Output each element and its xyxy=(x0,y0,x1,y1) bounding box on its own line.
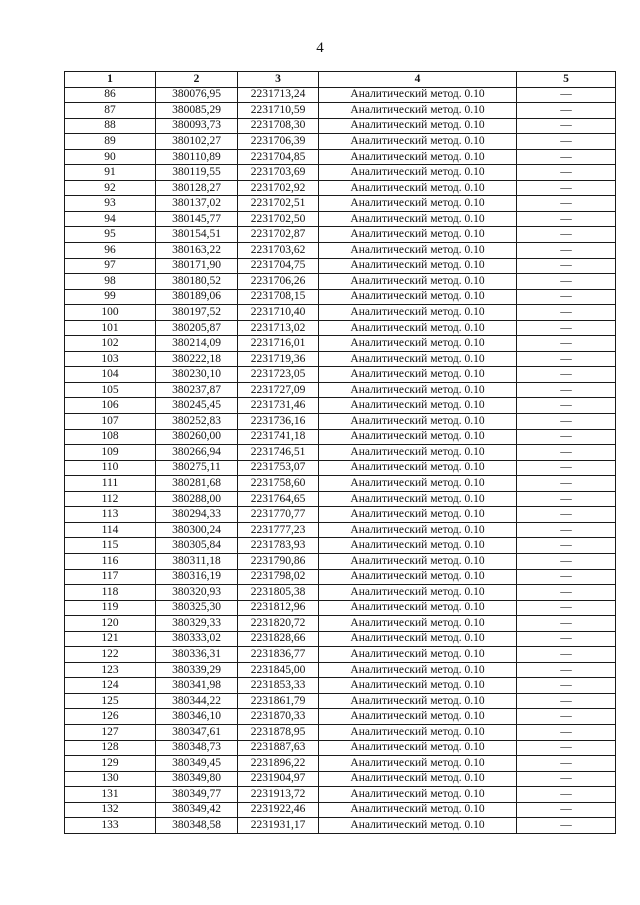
cell-note: — xyxy=(517,118,616,134)
table-row xyxy=(65,787,616,803)
table-row xyxy=(65,600,616,616)
cell-method: Аналитический метод. 0.10 xyxy=(319,600,517,616)
cell-method: Аналитический метод. 0.10 xyxy=(319,429,517,445)
cell-note: — xyxy=(517,507,616,523)
header-col-4: 4 xyxy=(319,72,517,88)
cell-method: Аналитический метод. 0.10 xyxy=(319,196,517,212)
cell-method: Аналитический метод. 0.10 xyxy=(319,818,517,834)
cell-point-number: 102 xyxy=(65,336,156,352)
cell-point-number: 132 xyxy=(65,802,156,818)
cell-note: — xyxy=(517,491,616,507)
cell-y-coordinate: 2231708,15 xyxy=(238,289,319,305)
cell-y-coordinate: 2231727,09 xyxy=(238,382,319,398)
cell-y-coordinate: 2231704,75 xyxy=(238,258,319,274)
table-row xyxy=(65,305,616,321)
cell-x-coordinate: 380341,98 xyxy=(156,678,238,694)
cell-y-coordinate: 2231713,24 xyxy=(238,87,319,103)
cell-note: — xyxy=(517,149,616,165)
cell-method: Аналитический метод. 0.10 xyxy=(319,522,517,538)
cell-point-number: 87 xyxy=(65,103,156,119)
cell-note: — xyxy=(517,709,616,725)
cell-x-coordinate: 380339,29 xyxy=(156,662,238,678)
cell-point-number: 133 xyxy=(65,818,156,834)
table-row xyxy=(65,522,616,538)
cell-note: — xyxy=(517,631,616,647)
cell-x-coordinate: 380346,10 xyxy=(156,709,238,725)
cell-y-coordinate: 2231706,26 xyxy=(238,274,319,290)
cell-point-number: 104 xyxy=(65,367,156,383)
cell-y-coordinate: 2231703,62 xyxy=(238,243,319,259)
table-row xyxy=(65,149,616,165)
cell-method: Аналитический метод. 0.10 xyxy=(319,693,517,709)
table-row xyxy=(65,818,616,834)
cell-x-coordinate: 380128,27 xyxy=(156,180,238,196)
cell-x-coordinate: 380329,33 xyxy=(156,616,238,632)
cell-note: — xyxy=(517,165,616,181)
cell-note: — xyxy=(517,476,616,492)
cell-y-coordinate: 2231716,01 xyxy=(238,336,319,352)
cell-point-number: 118 xyxy=(65,585,156,601)
table-row xyxy=(65,724,616,740)
cell-note: — xyxy=(517,429,616,445)
cell-x-coordinate: 380222,18 xyxy=(156,351,238,367)
cell-method: Аналитический метод. 0.10 xyxy=(319,414,517,430)
cell-method: Аналитический метод. 0.10 xyxy=(319,460,517,476)
cell-x-coordinate: 380347,61 xyxy=(156,724,238,740)
header-row xyxy=(65,72,616,88)
cell-y-coordinate: 2231706,39 xyxy=(238,134,319,150)
table-row xyxy=(65,631,616,647)
cell-y-coordinate: 2231836,77 xyxy=(238,647,319,663)
cell-x-coordinate: 380349,80 xyxy=(156,771,238,787)
cell-y-coordinate: 2231704,85 xyxy=(238,149,319,165)
cell-y-coordinate: 2231710,40 xyxy=(238,305,319,321)
cell-note: — xyxy=(517,134,616,150)
cell-x-coordinate: 380154,51 xyxy=(156,227,238,243)
cell-y-coordinate: 2231798,02 xyxy=(238,569,319,585)
cell-x-coordinate: 380336,31 xyxy=(156,647,238,663)
cell-x-coordinate: 380119,55 xyxy=(156,165,238,181)
cell-method: Аналитический метод. 0.10 xyxy=(319,802,517,818)
cell-x-coordinate: 380305,84 xyxy=(156,538,238,554)
table-row xyxy=(65,134,616,150)
cell-point-number: 106 xyxy=(65,398,156,414)
cell-method: Аналитический метод. 0.10 xyxy=(319,118,517,134)
cell-method: Аналитический метод. 0.10 xyxy=(319,149,517,165)
cell-y-coordinate: 2231853,33 xyxy=(238,678,319,694)
cell-point-number: 120 xyxy=(65,616,156,632)
table-row xyxy=(65,802,616,818)
cell-note: — xyxy=(517,724,616,740)
cell-method: Аналитический метод. 0.10 xyxy=(319,756,517,772)
cell-y-coordinate: 2231790,86 xyxy=(238,553,319,569)
cell-y-coordinate: 2231845,00 xyxy=(238,662,319,678)
cell-y-coordinate: 2231702,50 xyxy=(238,211,319,227)
cell-method: Аналитический метод. 0.10 xyxy=(319,553,517,569)
cell-y-coordinate: 2231710,59 xyxy=(238,103,319,119)
cell-method: Аналитический метод. 0.10 xyxy=(319,336,517,352)
cell-method: Аналитический метод. 0.10 xyxy=(319,320,517,336)
table-row xyxy=(65,414,616,430)
cell-x-coordinate: 380348,73 xyxy=(156,740,238,756)
cell-x-coordinate: 380214,09 xyxy=(156,336,238,352)
cell-x-coordinate: 380325,30 xyxy=(156,600,238,616)
cell-point-number: 108 xyxy=(65,429,156,445)
cell-method: Аналитический метод. 0.10 xyxy=(319,662,517,678)
cell-y-coordinate: 2231764,65 xyxy=(238,491,319,507)
cell-x-coordinate: 380085,29 xyxy=(156,103,238,119)
cell-x-coordinate: 380288,00 xyxy=(156,491,238,507)
cell-y-coordinate: 2231702,87 xyxy=(238,227,319,243)
cell-method: Аналитический метод. 0.10 xyxy=(319,616,517,632)
cell-method: Аналитический метод. 0.10 xyxy=(319,709,517,725)
cell-note: — xyxy=(517,756,616,772)
cell-method: Аналитический метод. 0.10 xyxy=(319,211,517,227)
table-row xyxy=(65,616,616,632)
table-row xyxy=(65,476,616,492)
cell-point-number: 117 xyxy=(65,569,156,585)
cell-y-coordinate: 2231703,69 xyxy=(238,165,319,181)
cell-note: — xyxy=(517,305,616,321)
cell-note: — xyxy=(517,569,616,585)
cell-y-coordinate: 2231777,23 xyxy=(238,522,319,538)
cell-y-coordinate: 2231861,79 xyxy=(238,693,319,709)
cell-method: Аналитический метод. 0.10 xyxy=(319,631,517,647)
cell-x-coordinate: 380145,77 xyxy=(156,211,238,227)
cell-method: Аналитический метод. 0.10 xyxy=(319,274,517,290)
cell-y-coordinate: 2231713,02 xyxy=(238,320,319,336)
cell-y-coordinate: 2231741,18 xyxy=(238,429,319,445)
cell-point-number: 125 xyxy=(65,693,156,709)
cell-y-coordinate: 2231812,96 xyxy=(238,600,319,616)
cell-method: Аналитический метод. 0.10 xyxy=(319,740,517,756)
cell-method: Аналитический метод. 0.10 xyxy=(319,289,517,305)
cell-point-number: 116 xyxy=(65,553,156,569)
cell-x-coordinate: 380237,87 xyxy=(156,382,238,398)
cell-note: — xyxy=(517,87,616,103)
page-number: 4 xyxy=(316,40,324,56)
cell-y-coordinate: 2231736,16 xyxy=(238,414,319,430)
header-col-2: 2 xyxy=(156,72,238,88)
cell-point-number: 86 xyxy=(65,87,156,103)
table-row xyxy=(65,756,616,772)
cell-method: Аналитический метод. 0.10 xyxy=(319,538,517,554)
cell-x-coordinate: 380171,90 xyxy=(156,258,238,274)
cell-x-coordinate: 380349,45 xyxy=(156,756,238,772)
cell-note: — xyxy=(517,740,616,756)
cell-y-coordinate: 2231805,38 xyxy=(238,585,319,601)
cell-point-number: 93 xyxy=(65,196,156,212)
cell-x-coordinate: 380137,02 xyxy=(156,196,238,212)
cell-y-coordinate: 2231746,51 xyxy=(238,445,319,461)
cell-point-number: 98 xyxy=(65,274,156,290)
cell-note: — xyxy=(517,103,616,119)
cell-point-number: 100 xyxy=(65,305,156,321)
cell-y-coordinate: 2231878,95 xyxy=(238,724,319,740)
cell-method: Аналитический метод. 0.10 xyxy=(319,243,517,259)
cell-point-number: 103 xyxy=(65,351,156,367)
table-row xyxy=(65,429,616,445)
cell-note: — xyxy=(517,802,616,818)
cell-y-coordinate: 2231770,77 xyxy=(238,507,319,523)
table-row xyxy=(65,538,616,554)
cell-y-coordinate: 2231922,46 xyxy=(238,802,319,818)
table-row xyxy=(65,227,616,243)
table-row xyxy=(65,211,616,227)
cell-point-number: 97 xyxy=(65,258,156,274)
cell-x-coordinate: 380245,45 xyxy=(156,398,238,414)
cell-note: — xyxy=(517,274,616,290)
cell-note: — xyxy=(517,243,616,259)
header-col-5: 5 xyxy=(517,72,616,88)
cell-method: Аналитический метод. 0.10 xyxy=(319,569,517,585)
table-row xyxy=(65,507,616,523)
cell-y-coordinate: 2231753,07 xyxy=(238,460,319,476)
cell-note: — xyxy=(517,398,616,414)
cell-point-number: 128 xyxy=(65,740,156,756)
cell-y-coordinate: 2231870,33 xyxy=(238,709,319,725)
cell-x-coordinate: 380316,19 xyxy=(156,569,238,585)
cell-x-coordinate: 380102,27 xyxy=(156,134,238,150)
coordinates-table xyxy=(64,71,616,834)
cell-y-coordinate: 2231708,30 xyxy=(238,118,319,134)
cell-y-coordinate: 2231828,66 xyxy=(238,631,319,647)
table-row xyxy=(65,569,616,585)
table-row xyxy=(65,491,616,507)
cell-x-coordinate: 380110,89 xyxy=(156,149,238,165)
cell-x-coordinate: 380349,42 xyxy=(156,802,238,818)
header-col-3: 3 xyxy=(238,72,319,88)
cell-note: — xyxy=(517,616,616,632)
cell-y-coordinate: 2231896,22 xyxy=(238,756,319,772)
cell-note: — xyxy=(517,414,616,430)
cell-note: — xyxy=(517,585,616,601)
cell-note: — xyxy=(517,211,616,227)
cell-note: — xyxy=(517,258,616,274)
cell-note: — xyxy=(517,771,616,787)
cell-point-number: 122 xyxy=(65,647,156,663)
cell-method: Аналитический метод. 0.10 xyxy=(319,771,517,787)
cell-point-number: 126 xyxy=(65,709,156,725)
table-row xyxy=(65,382,616,398)
table-row xyxy=(65,274,616,290)
cell-x-coordinate: 380205,87 xyxy=(156,320,238,336)
cell-note: — xyxy=(517,227,616,243)
cell-x-coordinate: 380320,93 xyxy=(156,585,238,601)
cell-method: Аналитический метод. 0.10 xyxy=(319,134,517,150)
table-row xyxy=(65,367,616,383)
cell-note: — xyxy=(517,196,616,212)
table-row xyxy=(65,460,616,476)
cell-x-coordinate: 380093,73 xyxy=(156,118,238,134)
cell-point-number: 121 xyxy=(65,631,156,647)
cell-note: — xyxy=(517,382,616,398)
cell-x-coordinate: 380349,77 xyxy=(156,787,238,803)
table-row xyxy=(65,678,616,694)
table-row xyxy=(65,196,616,212)
table-row xyxy=(65,740,616,756)
cell-note: — xyxy=(517,180,616,196)
cell-x-coordinate: 380180,52 xyxy=(156,274,238,290)
cell-point-number: 89 xyxy=(65,134,156,150)
cell-x-coordinate: 380281,68 xyxy=(156,476,238,492)
cell-note: — xyxy=(517,787,616,803)
cell-point-number: 88 xyxy=(65,118,156,134)
table-row xyxy=(65,585,616,601)
cell-point-number: 92 xyxy=(65,180,156,196)
cell-point-number: 96 xyxy=(65,243,156,259)
cell-x-coordinate: 380266,94 xyxy=(156,445,238,461)
cell-method: Аналитический метод. 0.10 xyxy=(319,305,517,321)
cell-method: Аналитический метод. 0.10 xyxy=(319,647,517,663)
cell-method: Аналитический метод. 0.10 xyxy=(319,398,517,414)
table-row xyxy=(65,709,616,725)
cell-x-coordinate: 380076,95 xyxy=(156,87,238,103)
cell-point-number: 112 xyxy=(65,491,156,507)
cell-method: Аналитический метод. 0.10 xyxy=(319,678,517,694)
cell-method: Аналитический метод. 0.10 xyxy=(319,351,517,367)
table-row xyxy=(65,771,616,787)
cell-method: Аналитический метод. 0.10 xyxy=(319,507,517,523)
cell-x-coordinate: 380311,18 xyxy=(156,553,238,569)
cell-method: Аналитический метод. 0.10 xyxy=(319,180,517,196)
cell-point-number: 130 xyxy=(65,771,156,787)
cell-point-number: 123 xyxy=(65,662,156,678)
cell-y-coordinate: 2231904,97 xyxy=(238,771,319,787)
cell-x-coordinate: 380344,22 xyxy=(156,693,238,709)
cell-y-coordinate: 2231820,72 xyxy=(238,616,319,632)
cell-point-number: 115 xyxy=(65,538,156,554)
cell-method: Аналитический метод. 0.10 xyxy=(319,165,517,181)
cell-point-number: 131 xyxy=(65,787,156,803)
cell-x-coordinate: 380348,58 xyxy=(156,818,238,834)
table-row xyxy=(65,336,616,352)
cell-note: — xyxy=(517,538,616,554)
cell-point-number: 94 xyxy=(65,211,156,227)
cell-note: — xyxy=(517,600,616,616)
cell-method: Аналитический метод. 0.10 xyxy=(319,724,517,740)
cell-note: — xyxy=(517,647,616,663)
cell-note: — xyxy=(517,351,616,367)
table-header xyxy=(65,72,616,88)
cell-y-coordinate: 2231702,51 xyxy=(238,196,319,212)
table-row xyxy=(65,289,616,305)
cell-note: — xyxy=(517,320,616,336)
table-row xyxy=(65,320,616,336)
cell-point-number: 105 xyxy=(65,382,156,398)
cell-point-number: 90 xyxy=(65,149,156,165)
cell-point-number: 129 xyxy=(65,756,156,772)
cell-x-coordinate: 380197,52 xyxy=(156,305,238,321)
table-row xyxy=(65,553,616,569)
cell-method: Аналитический метод. 0.10 xyxy=(319,382,517,398)
cell-note: — xyxy=(517,553,616,569)
cell-point-number: 110 xyxy=(65,460,156,476)
cell-point-number: 111 xyxy=(65,476,156,492)
table-row xyxy=(65,445,616,461)
cell-point-number: 107 xyxy=(65,414,156,430)
table-row xyxy=(65,398,616,414)
cell-method: Аналитический метод. 0.10 xyxy=(319,787,517,803)
header-col-1: 1 xyxy=(65,72,156,88)
cell-note: — xyxy=(517,522,616,538)
cell-point-number: 127 xyxy=(65,724,156,740)
cell-y-coordinate: 2231758,60 xyxy=(238,476,319,492)
table-row xyxy=(65,662,616,678)
cell-point-number: 119 xyxy=(65,600,156,616)
cell-y-coordinate: 2231723,05 xyxy=(238,367,319,383)
table-row xyxy=(65,243,616,259)
cell-note: — xyxy=(517,445,616,461)
cell-x-coordinate: 380189,06 xyxy=(156,289,238,305)
cell-point-number: 109 xyxy=(65,445,156,461)
cell-method: Аналитический метод. 0.10 xyxy=(319,367,517,383)
cell-note: — xyxy=(517,662,616,678)
cell-point-number: 113 xyxy=(65,507,156,523)
table-row xyxy=(65,118,616,134)
cell-y-coordinate: 2231719,36 xyxy=(238,351,319,367)
cell-method: Аналитический метод. 0.10 xyxy=(319,491,517,507)
cell-x-coordinate: 380230,10 xyxy=(156,367,238,383)
table-row xyxy=(65,258,616,274)
table-row xyxy=(65,165,616,181)
cell-y-coordinate: 2231887,63 xyxy=(238,740,319,756)
cell-method: Аналитический метод. 0.10 xyxy=(319,585,517,601)
cell-y-coordinate: 2231913,72 xyxy=(238,787,319,803)
cell-note: — xyxy=(517,289,616,305)
cell-x-coordinate: 380163,22 xyxy=(156,243,238,259)
cell-x-coordinate: 380275,11 xyxy=(156,460,238,476)
cell-note: — xyxy=(517,818,616,834)
cell-point-number: 99 xyxy=(65,289,156,305)
cell-method: Аналитический метод. 0.10 xyxy=(319,476,517,492)
table-row xyxy=(65,87,616,103)
cell-note: — xyxy=(517,336,616,352)
cell-point-number: 114 xyxy=(65,522,156,538)
cell-point-number: 101 xyxy=(65,320,156,336)
table-row xyxy=(65,180,616,196)
cell-note: — xyxy=(517,367,616,383)
cell-y-coordinate: 2231702,92 xyxy=(238,180,319,196)
cell-method: Аналитический метод. 0.10 xyxy=(319,87,517,103)
cell-note: — xyxy=(517,678,616,694)
cell-y-coordinate: 2231731,46 xyxy=(238,398,319,414)
cell-point-number: 91 xyxy=(65,165,156,181)
cell-x-coordinate: 380294,33 xyxy=(156,507,238,523)
table-body xyxy=(65,87,616,833)
cell-y-coordinate: 2231931,17 xyxy=(238,818,319,834)
cell-x-coordinate: 380300,24 xyxy=(156,522,238,538)
cell-y-coordinate: 2231783,93 xyxy=(238,538,319,554)
cell-point-number: 124 xyxy=(65,678,156,694)
cell-x-coordinate: 380333,02 xyxy=(156,631,238,647)
cell-x-coordinate: 380252,83 xyxy=(156,414,238,430)
cell-method: Аналитический метод. 0.10 xyxy=(319,445,517,461)
table-row xyxy=(65,103,616,119)
cell-method: Аналитический метод. 0.10 xyxy=(319,227,517,243)
cell-method: Аналитический метод. 0.10 xyxy=(319,258,517,274)
cell-point-number: 95 xyxy=(65,227,156,243)
table-row xyxy=(65,351,616,367)
cell-note: — xyxy=(517,460,616,476)
table-row xyxy=(65,647,616,663)
cell-x-coordinate: 380260,00 xyxy=(156,429,238,445)
table-row xyxy=(65,693,616,709)
cell-note: — xyxy=(517,693,616,709)
cell-method: Аналитический метод. 0.10 xyxy=(319,103,517,119)
